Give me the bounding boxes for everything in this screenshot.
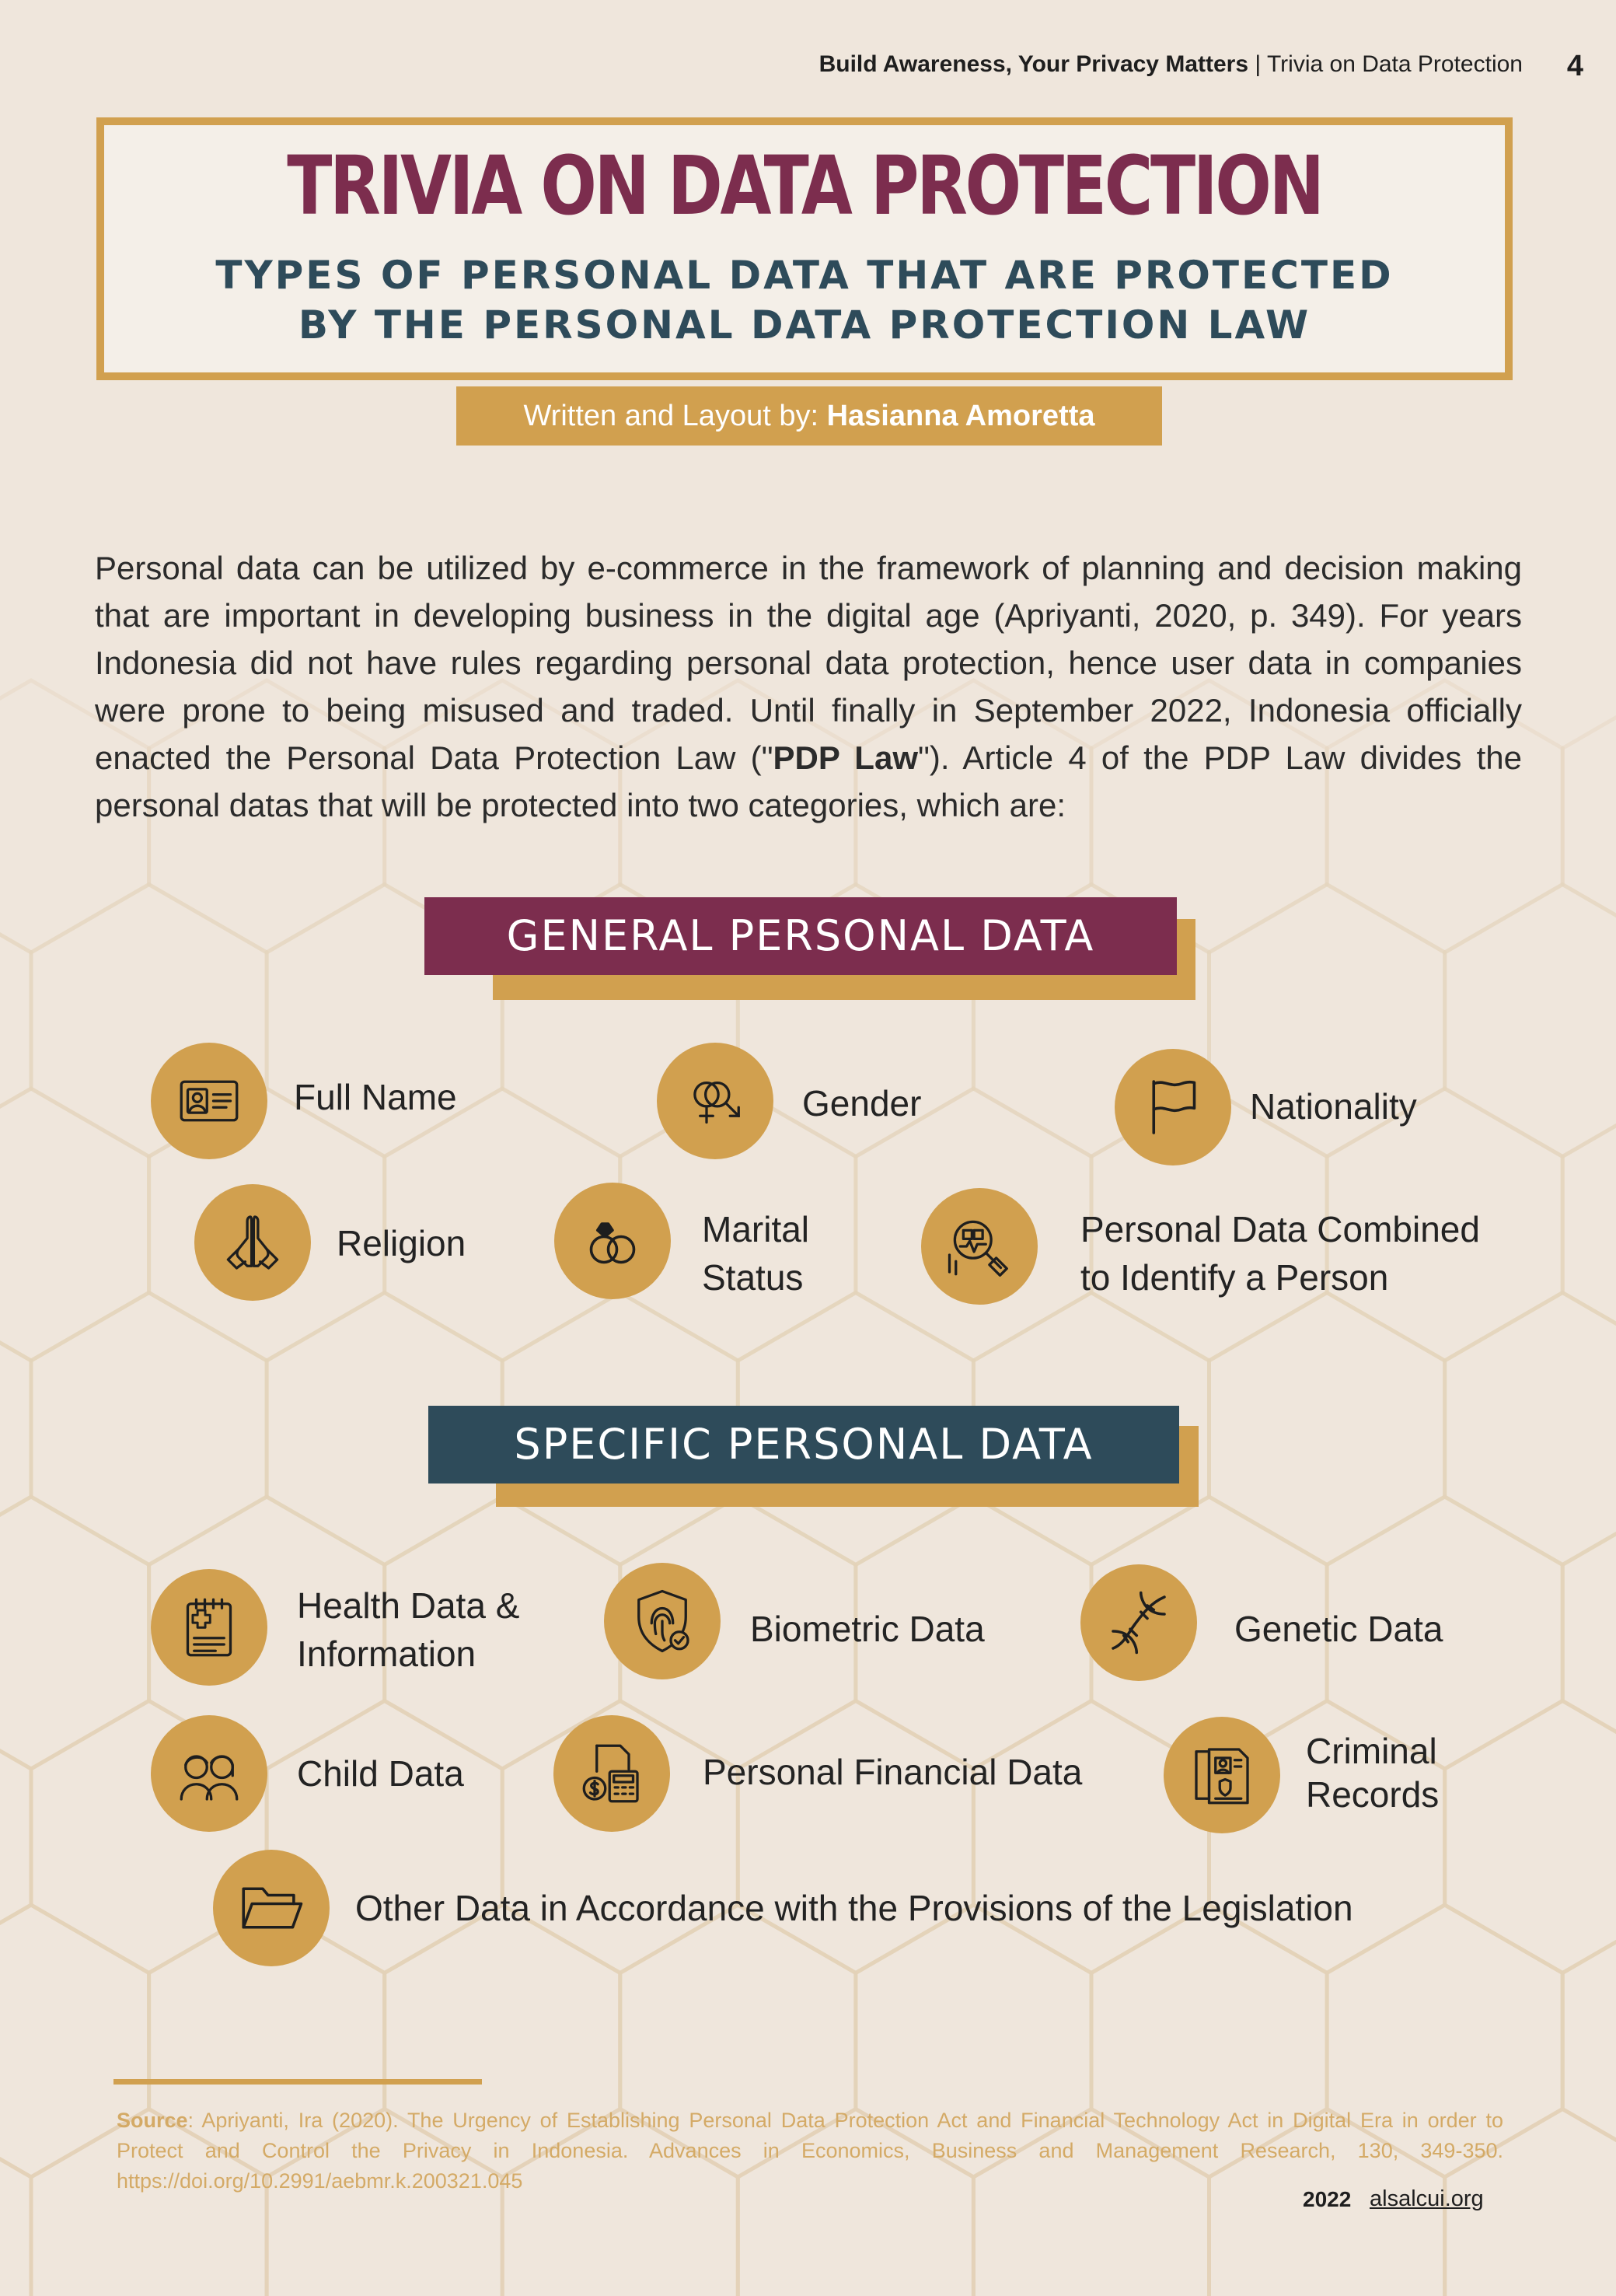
flag-icon <box>1115 1049 1231 1165</box>
subtitle-line-2: BY THE PERSONAL DATA PROTECTION LAW <box>298 302 1311 348</box>
intro-bold-term: PDP Law <box>773 739 918 776</box>
header-separator: | <box>1248 51 1267 77</box>
header-series-title: Build Awareness, Your Privacy Matters <box>818 51 1249 77</box>
hexagon-shape <box>1445 1701 1616 1973</box>
item-label-biometric-data: Biometric Data <box>750 1609 985 1649</box>
item-label-nationality: Nationality <box>1250 1086 1417 1127</box>
item-label-combined-data: Personal Data Combined to Identify a Person <box>1080 1209 1480 1298</box>
item-label-health-data: Health Data & Information <box>297 1585 520 1674</box>
data-search-icon <box>921 1188 1038 1305</box>
item-label-criminal-records: Criminal Records <box>1306 1731 1440 1815</box>
medical-record-icon <box>151 1569 267 1686</box>
hexagon-shape <box>738 1701 973 1973</box>
item-label-gender: Gender <box>802 1083 922 1124</box>
general-section-heading: GENERAL PERSONAL DATA <box>424 897 1177 975</box>
source-label: Source <box>117 2109 188 2132</box>
hexagon-shape <box>0 1089 149 1361</box>
folder-icon <box>213 1850 330 1966</box>
page-subtitle <box>96 250 1513 350</box>
byline-prefix: Written and Layout by: <box>523 400 827 432</box>
source-divider <box>113 2079 482 2085</box>
source-text: : Apriyanti, Ira (2020). The Urgency of Establishing Personal Data Protection Act and Financial Technology Act in Digital Era in order to Protect and Control the Privacy in Indonesia. Advances in Economics, Business and Management Research, 130, 349-350. https://doi.org/10.2991/aebmr.k.200321.045 <box>117 2109 1503 2193</box>
intro-paragraph <box>95 544 1522 829</box>
hexagon-shape <box>1445 885 1616 1157</box>
footer-website-link[interactable]: alsalcui.org <box>1370 2186 1484 2211</box>
hexagon-shape <box>1445 1293 1616 1565</box>
hexagon-shape <box>0 885 31 1157</box>
item-label-religion: Religion <box>337 1223 466 1263</box>
rings-icon <box>554 1183 671 1299</box>
hexagon-shape <box>0 2109 31 2296</box>
source-citation <box>117 2106 1503 2196</box>
hexagon-shape <box>0 1293 31 1565</box>
gender-icon <box>657 1043 773 1159</box>
hexagon-shape <box>0 1497 149 1769</box>
fingerprint-shield-icon <box>604 1563 721 1679</box>
hexagon-shape <box>31 1293 267 1565</box>
page-title: TRIVIA ON DATA PROTECTION <box>287 138 1322 233</box>
id-card-icon <box>151 1043 267 1159</box>
hexagon-shape <box>0 1701 31 1973</box>
item-label-child-data: Child Data <box>297 1753 464 1794</box>
author-byline <box>456 386 1162 446</box>
running-header <box>819 51 1523 78</box>
item-label-other-data: Other Data in Accordance with the Provisions of the Legislation <box>355 1888 1353 1928</box>
subtitle-line-1: TYPES OF PERSONAL DATA THAT ARE PROTECTED <box>215 253 1394 298</box>
item-label-genetic-data: Genetic Data <box>1234 1609 1443 1649</box>
page-number: 4 <box>1566 50 1583 82</box>
specific-section-heading: SPECIFIC PERSONAL DATA <box>428 1406 1179 1483</box>
item-label-full-name: Full Name <box>294 1077 457 1117</box>
header-section-title: Trivia on Data Protection <box>1266 51 1523 77</box>
byline-author: Hasianna Amoretta <box>826 400 1095 432</box>
intro-text-part-2: "). Article 4 of the PDP Law divides the personal datas that will be protected into two categories, which are: <box>95 739 1522 823</box>
criminal-file-icon <box>1164 1717 1280 1833</box>
item-label-financial-data: Personal Financial Data <box>703 1752 1083 1792</box>
children-icon <box>151 1715 267 1832</box>
intro-text-part-1: Personal data can be utilized by e-commerce in the framework of planning and decision making that are important in developing business in the digital age (Apriyanti, 2020, p. 349). For years Indonesia did not have rules regarding personal data protection, hence user data in companies were prone to being misused and traded. Until finally in September 2022, Indonesia officially enacted the Personal Data Protection Law (" <box>95 550 1522 776</box>
praying-hands-icon <box>194 1184 311 1301</box>
dna-icon <box>1080 1564 1197 1681</box>
item-label-marital-status: Marital Status <box>702 1209 810 1298</box>
footer-year: 2022 <box>1303 2187 1352 2211</box>
hexagon-shape <box>1209 1293 1445 1565</box>
calculator-money-icon <box>553 1715 670 1832</box>
